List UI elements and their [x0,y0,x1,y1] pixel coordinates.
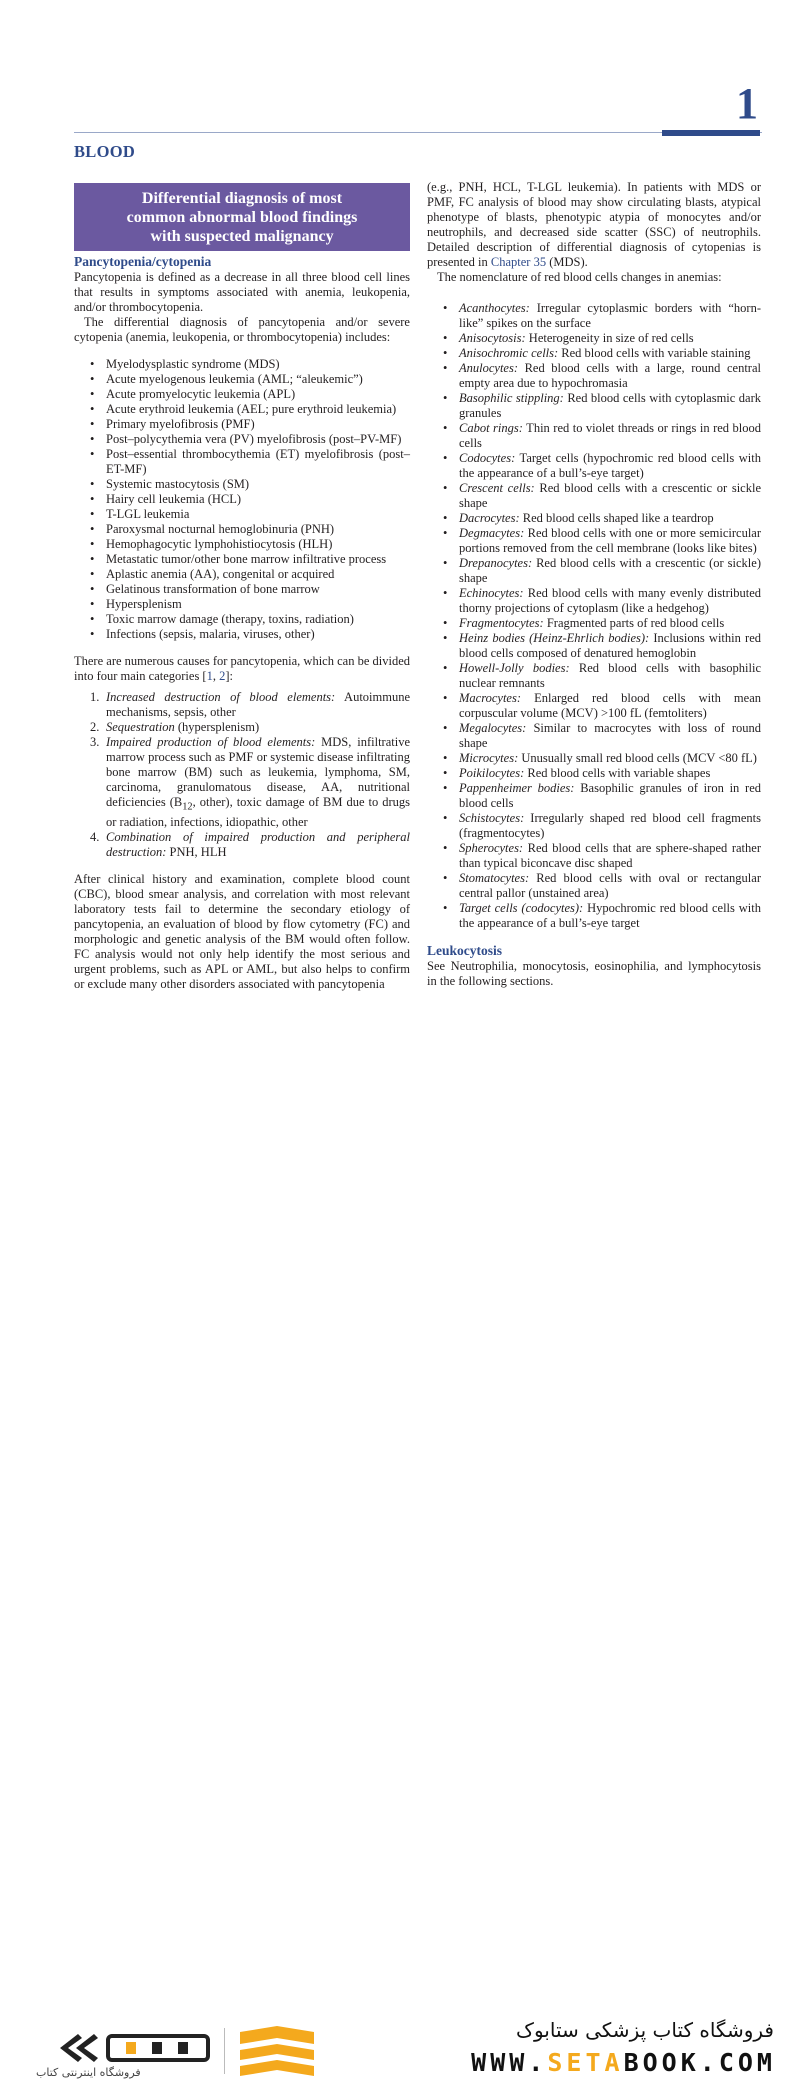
rbc-term-item [427,391,761,421]
banner-line: with suspected malignancy [150,228,334,245]
rbc-term: Howell-Jolly bodies: [459,661,570,675]
rbc-term: Schistocytes: [459,811,525,825]
rbc-term: Echinocytes: [459,586,524,600]
reference-link[interactable]: 1 [206,669,213,683]
leukocytosis-heading: Leukocytosis [427,943,503,958]
closing-paragraph: After clinical history and examination, complete blood count (CBC), blood smear analysis, and correlation with most relevant laboratory tests fail to determine the secondary etiology of pancytopenia, an evaluation of blood by flow cytometry (FC) and morphologic and genetic analysis of the BM would often follow. FC analysis would not only help identify the most serious and urgent problems, such as APL or AML, but also helps to confirm or exclude many other disorders associated with pancytopenia [74,871,410,991]
cause-item: • Post–polycythemia vera (PV) myelofibrosis (post–PV-MF) [74,432,410,447]
category-text: , other), toxic damage of BM due to drugs or radiation, infections, idiopathic, other [106,795,411,829]
chevron-emblem-icon [236,2024,318,2080]
url-accent: SETA [547,2048,624,2077]
rbc-description: Red blood cells with variable shapes [524,766,711,780]
rbc-description: Red blood cells with a crescentic or sickle shape [459,481,761,510]
cause-item: • Hemophagocytic lymphohistiocytosis (HLH) [74,537,410,552]
item-number: 3. [90,735,100,749]
categories-intro-text: There are numerous causes for pancytopenia, which can be divided into four main categories [ [74,654,410,683]
rbc-term-item [427,751,761,766]
rbc-term-item [427,556,761,586]
rbc-term: Dacrocytes: [459,511,520,525]
rbc-description: Similar to macrocytes with loss of round shape [459,721,761,750]
cause-item: • Paroxysmal nocturnal hemoglobinuria (PNH) [74,522,410,537]
category-term: Combination of impaired production and peripheral destruction: [106,829,410,859]
continuation-tail: (MDS). [546,255,588,269]
rbc-term: Codocytes: [459,451,516,465]
rbc-term-item [427,361,761,391]
rbc-term-item [427,526,761,556]
rbc-term: Spherocytes: [459,841,524,855]
cause-item: • Primary myelofibrosis (PMF) [74,417,410,432]
rbc-term-item [427,451,761,481]
cause-item: • Hypersplenism [74,597,410,612]
leukocytosis-text: See Neutrophilia, monocytosis, eosinophilia, and lymphocytosis in the following sections. [427,959,761,988]
rbc-term: Cabot rings: [459,421,523,435]
cause-item: • Myelodysplastic syndrome (MDS) [74,357,410,372]
category-term: Sequestration [106,720,175,734]
category-item [74,735,410,830]
rbc-term-item [427,841,761,871]
rbc-term: Anisochromic cells: [459,346,559,360]
chapter-tab [662,130,760,136]
rbc-description: Red blood cells with oval or rectangular central pallor (unstained area) [459,871,761,900]
cause-item: • Post–essential thrombocythemia (ET) myelofibrosis (post–ET-MF) [74,447,410,477]
rbc-term: Degmacytes: [459,526,525,540]
rbc-term-item [427,871,761,901]
categories-list [74,690,410,860]
rbc-term-item [427,616,761,631]
rbc-term: Microcytes: [459,751,519,765]
cause-item: • T-LGL leukemia [74,507,410,522]
pancytopenia-heading: Pancytopenia/cytopenia [74,254,212,269]
rbc-term-item [427,721,761,751]
chapter-title: BLOOD [74,142,136,161]
rbc-term-item [427,301,761,331]
rbc-description: Irregular cytoplasmic borders with “horn-like” spikes on the surface [459,301,761,330]
reference-close: ]: [225,669,233,683]
rbc-term: Stomatocytes: [459,871,530,885]
rbc-term-item [427,811,761,841]
store-footer [0,1006,810,2079]
reference-separator: , [212,669,220,683]
category-term: Increased destruction of blood elements: [106,690,336,704]
banner-line: Differential diagnosis of most [141,190,343,207]
rbc-description: Red blood cells with a large, round central empty area due to hypochromasia [459,361,761,390]
category-term: Impaired production of blood elements: [106,735,316,749]
rbc-term-item [427,766,761,781]
logo-divider [224,2028,225,2074]
rbc-description: Basophilic granules of iron in red blood cells [459,781,761,810]
rbc-term-item [427,331,761,346]
rbc-term: Basophilic stippling: [459,391,564,405]
rbc-term: Acanthocytes: [459,301,530,315]
header-rule [74,132,762,133]
category-text: (hypersplenism) [174,720,260,734]
cause-item: • Systemic mastocytosis (SM) [74,477,410,492]
chapter-link[interactable]: Chapter 35 [490,255,547,269]
rbc-term: Drepanocytes: [459,556,533,570]
cause-item: • Acute promyelocytic leukemia (APL) [74,387,410,402]
rbc-term: Poikilocytes: [459,766,525,780]
rbc-description: Red blood cells with a crescentic (or sickle) shape [459,556,761,585]
rbc-term: Megalocytes: [459,721,527,735]
differential-intro: The differential diagnosis of pancytopenia and/or severe cytopenia (anemia, leukopenia, or thrombocytopenia) includes: [74,315,410,344]
rbc-description: Fragmented parts of red blood cells [543,616,725,630]
rbc-term: Macrocytes: [459,691,522,705]
rbc-term: Anisocytosis: [459,331,526,345]
rbc-description: Red blood cells with many evenly distributed thorny projections of cytoplasm (like a hedgehog) [459,586,761,615]
rbc-description: Target cells (hypochromic red blood cells with the appearance of a bull’s-eye target) [459,451,761,480]
category-text: PNH, HLH [166,844,227,859]
cause-item: • Gelatinous transformation of bone marrow [74,582,410,597]
cause-item: • Toxic marrow damage (therapy, toxins, radiation) [74,612,410,627]
cause-item: • Metastatic tumor/other bone marrow infiltrative process [74,552,410,567]
rbc-term-item [427,586,761,616]
setabook-logo-icon [56,2030,216,2066]
causes-list [74,357,410,642]
cause-item: • Acute myelogenous leukemia (AML; “aleukemic”) [74,372,410,387]
rbc-term-item [427,421,761,451]
rbc-term-item [427,691,761,721]
rbc-description: Red blood cells with cytoplasmic dark granules [459,391,761,420]
subscript: 12 [182,801,193,813]
rbc-term-item [427,781,761,811]
right-column [427,180,761,989]
banner-line: common abnormal blood findings [126,209,358,226]
chapter-number: 1 [736,79,758,128]
rbc-description: Red blood cells with one or more semicircular portions removed from the cell membrane (looks like bites) [459,526,761,555]
category-text: Autoimmune mechanisms, sepsis, other [106,690,411,719]
item-number: 1. [90,690,100,704]
rbc-description: Inclusions within red blood cells composed of denatured hemoglobin [459,631,761,660]
category-item [74,690,410,720]
rbc-description: Irregularly shaped red blood cell fragments (fragmentocytes) [459,811,761,840]
rbc-description: Unusually small red blood cells (MCV <80 fL) [518,751,757,765]
cause-item: • Aplastic anemia (AA), congenital or acquired [74,567,410,582]
rbc-term-item [427,661,761,691]
cause-item: • Infections (sepsis, malaria, viruses, other) [74,627,410,642]
url-prefix: WWW. [471,2048,548,2077]
item-number: 4. [90,829,100,844]
category-item [74,830,410,860]
continuation-paragraph [427,180,761,270]
cause-item: • Hairy cell leukemia (HCL) [74,492,410,507]
page-fade [0,990,810,1006]
pancytopenia-definition: Pancytopenia is defined as a decrease in all three blood cell lines that results in symptoms associated with anemia, leukopenia, and/or thrombocytopenia. [74,270,410,314]
rbc-term: Fragmentocytes: [459,616,544,630]
rbc-term-item [427,901,761,931]
rbc-description: Heterogeneity in size of red cells [525,331,694,345]
rbc-term-item [427,346,761,361]
categories-intro [74,654,410,684]
rbc-description: Red blood cells with variable staining [558,346,751,360]
rbc-term-item [427,511,761,526]
cause-item: • Acute erythroid leukemia (AEL; pure erythroid leukemia) [74,402,410,417]
rbc-description: Red blood cells with basophilic nuclear remnants [459,661,761,690]
store-name: فروشگاه کتاب پزشکی ستابوک [516,2018,774,2042]
store-url[interactable] [471,2048,776,2077]
rbc-description: Hypochromic red blood cells with the appearance of a bull’s-eye target [459,901,761,930]
rbc-term: Anulocytes: [459,361,519,375]
item-number: 2. [90,720,100,734]
rbc-term-item [427,631,761,661]
rbc-term: Crescent cells: [459,481,535,495]
rbc-intro: The nomenclature of red blood cells changes in anemias: [437,270,722,284]
rbc-description: Enlarged red blood cells with mean corpuscular volume (MCV) >100 fL (femtoliters) [459,691,761,720]
rbc-description: Thin red to violet threads or rings in red blood cells [459,421,761,450]
url-suffix: BOOK.COM [623,2048,776,2077]
rbc-term: Heinz bodies (Heinz-Ehrlich bodies): [459,631,650,645]
reference-link[interactable]: 2 [219,669,226,683]
section-banner [74,183,410,251]
category-text: MDS, infiltrative marrow process such as PMF or systemic disease infiltrating bone marrow (BM) such as leukemia, lymphoma, SM, carcinoma, granulomatous disease, AA, nutritional deficiencies (B [106,735,410,809]
rbc-term: Pappenheimer bodies: [459,781,575,795]
continuation-text: (e.g., PNH, HCL, T-LGL leukemia). In patients with MDS or PMF, FC analysis of blood may show circulating blasts, atypical phenotype of blasts, phenotypic atypia of monocytes and/or neutrophils, and decreased side scatter (SSC) of neutrophils. Detailed description of differential diagnosis of cytopenias is presented in [427,180,761,269]
rbc-term: Target cells (codocytes): [459,901,584,915]
category-item [74,720,410,735]
rbc-description: Red blood cells shaped like a teardrop [519,511,714,525]
rbc-terms-list [427,301,761,931]
rbc-description: Red blood cells that are sphere-shaped rather than typical biconcave disc shaped [459,841,761,870]
rbc-term-item [427,481,761,511]
left-column [74,180,410,992]
logo-caption: فروشگاه اینترنتی کتاب [36,2066,141,2079]
